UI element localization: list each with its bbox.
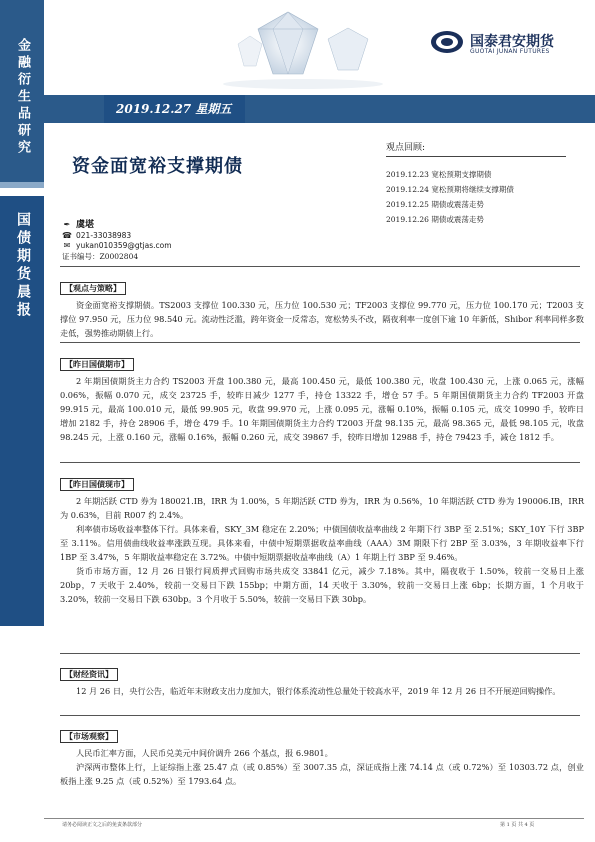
author-name: 虞堪 [76, 220, 95, 230]
section-heading: 【财经资讯】 [60, 668, 118, 681]
author-cert-row [62, 252, 172, 263]
divider [60, 653, 580, 654]
report-date: 2019.12.27 星期五 [104, 95, 245, 123]
section-heading: 【昨日国债期市】 [60, 358, 134, 371]
logo-english-name: GUOTAI JUNAN FUTURES [470, 48, 550, 55]
divider [60, 462, 580, 463]
section-paragraph: 2 年期活跃 CTD 券为 180021.IB，IRR 为 1.00%，5 年期活跃 CTD 券为，IRR 为 0.56%，10 年期活跃 CTD 券为 190006.IB，IRR 为 0.63%，目前 R007 约 2.4%。 [60, 496, 584, 520]
section-market-watch [60, 724, 584, 788]
footer-disclaimer: 请务必阅读正文之后的免责条款部分 [62, 822, 143, 828]
sidebar-category-label: 金融衍生品研究 [15, 38, 30, 157]
section-paragraph: 12 月 26 日，央行公告，临近年末财政支出力度加大，银行体系流动性总量处于较高水平，2019 年 12 月 26 日不开展逆回购操作。 [76, 686, 561, 696]
viewpoint-item: 2019.12.25 期债或震荡走势 [386, 200, 484, 209]
section-paragraph: 2 年期国债期货主力合约 TS2003 开盘 100.380 元，最高 100.450 元，最低 100.380 元，收盘 100.430 元，上涨 0.065 元，涨幅 0.06%，振幅 0.070 元，成交 23725 手，较昨日减少 1277 手，持仓 13322 手，增仓 57 手。5 年期国债期货主力合约 TF2003 开盘 99.915 元，最高 100.010 元，最低 99.905 元，收盘 99.970 元，上涨 0.095 元，涨幅 0.10%，振幅 0.105 元，成交 10990 手，较昨日增加 2182 手，持仓 28906 手，增仓 479 手。10 年期国债期货主力合约 T2003 开盘 98.135 元，最高 98.365 元，最低 98.105 元，收盘 98.245 元，上涨 0.160 元，涨幅 0.16%，振幅 0.260 元，成交 39867 手，较昨日增加 12988 手，持仓 79423 手，减仓 1812 手。 [60, 376, 584, 442]
viewpoint-item: 2019.12.24 宽松预期将继续支撑期债 [386, 185, 514, 194]
author-name-row [62, 220, 172, 231]
author-info [62, 220, 172, 262]
date-banner [44, 95, 595, 123]
page-title: 资金面宽裕支撑期债 [72, 156, 243, 177]
phone-icon: ☎ [62, 230, 72, 240]
pen-icon: ✒ [63, 220, 71, 229]
company-logo [430, 28, 580, 58]
footer-divider [44, 818, 584, 819]
viewpoint-heading: 观点回顾: [386, 140, 566, 157]
section-heading: 【市场观察】 [60, 730, 118, 743]
sidebar-report-label: 国债期货晨报 [15, 212, 31, 320]
section-financial-news [60, 662, 584, 698]
author-email[interactable]: yukan010359@gtjas.com [76, 241, 172, 250]
sidebar [0, 0, 44, 842]
section-heading: 【昨日国债现市】 [60, 478, 134, 491]
logo-mark-icon [430, 30, 464, 54]
section-paragraph: 资金面宽裕支撑期债。TS2003 支撑位 100.330 元，压力位 100.530 元；TF2003 支撑位 99.770 元，压力位 100.170 元；T2003 支撑位 97.950 元，压力位 98.540 元。流动性泛滥，跨年资金一反常态，宽松势头不改，隔夜利率一度创下逾 10 年新低，Shibor 利率同样多数走低，强势推动期债上行。 [60, 300, 584, 338]
section-paragraph: 人民币汇率方面，人民币兑美元中间价调升 266 个基点，报 6.9801。 [76, 748, 333, 758]
author-phone-row [62, 231, 172, 242]
section-paragraph: 货币市场方面，12 月 26 日银行间质押式回购市场共成交 33841 亿元，减少 7.18%。其中，隔夜收于 1.50%，较前一交易日上涨 20bp，7 天收于 2.40%，较前一交易日下跌 155bp；中期方面，14 天收于 3.30%，较前一交易日上涨 6bp；长期方面，1 个月收于 3.20%，较前一交易日下跌 630bp。3 个月收于 5.50%，较前一交易日下跌 30bp。 [60, 566, 584, 604]
section-paragraph: 利率债市场收益率整体下行。具体来看，SKY_3M 稳定在 2.20%；中债国债收益率曲线 2 年期下行 3BP 至 2.51%；SKY_10Y 下行 3BP 至 3.11%。信用债曲线收益率涨跌互现。具体来看，中债中短期票据收益率曲线（AAA）3M 期限下行 2BP 至 3.03%，3 年期收益率下行 1BP 至 3.47%，5 年期收益率稳定在 3.72%。中债中短期票据收益率曲线（A）1 年期上行 3BP 至 9.46%。 [60, 524, 584, 562]
author-cert: 证书编号：Z0002804 [62, 251, 139, 261]
author-email-row [62, 241, 172, 252]
section-paragraph: 沪深两市整体上行，上证综指上涨 25.47 点（或 0.85%）至 3007.35 点，深证成指上涨 74.14 点（或 0.72%）至 10303.72 点，创业板指上涨 9.25 点（或 0.52%）至 1793.64 点。 [60, 762, 584, 786]
logo-chinese-name: 国泰君安期货 [470, 34, 554, 50]
email-icon: ✉ [63, 241, 71, 250]
divider [60, 342, 580, 343]
section-spot-market [60, 472, 584, 606]
divider [60, 715, 580, 716]
viewpoint-item: 2019.12.26 期债或震荡走势 [386, 215, 484, 224]
viewpoint-review [386, 140, 586, 227]
viewpoint-item: 2019.12.23 宽松预期支撑期债 [386, 170, 492, 179]
section-heading: 【观点与策略】 [60, 282, 126, 295]
footer-page-number: 第 1 页 共 4 页 [500, 822, 535, 828]
divider [60, 266, 580, 267]
crystal-decoration-icon [178, 4, 428, 94]
author-phone: 021-33038983 [76, 230, 132, 240]
section-futures-market [60, 352, 584, 444]
section-strategy [60, 276, 584, 340]
